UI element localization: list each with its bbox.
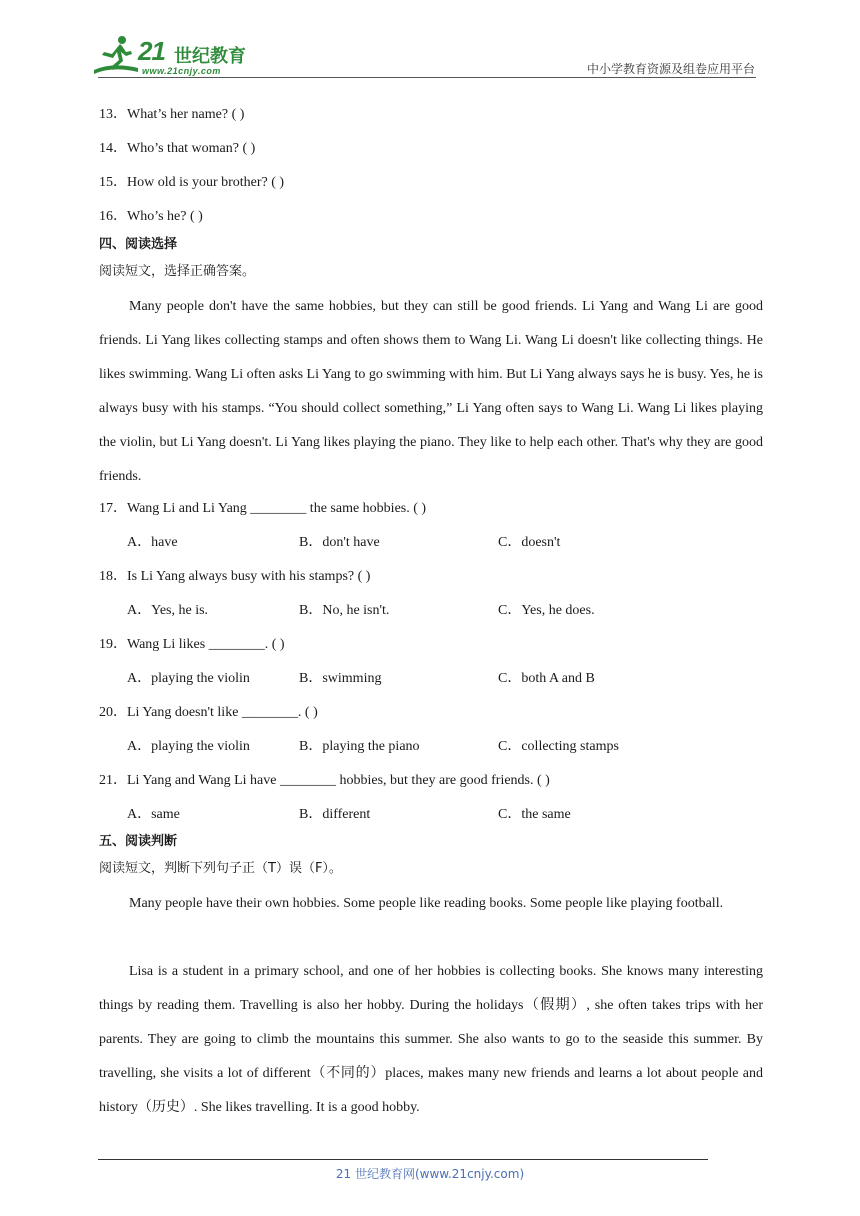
question-21: 21．Li Yang and Wang Li have ________ hobbies, but they are good friends. ( ) — [99, 773, 550, 788]
question-18: 18．Is Li Yang always busy with his stamps? ( ) — [99, 569, 371, 584]
question-15: 15．How old is your brother? ( ) — [99, 175, 285, 190]
q17-option-b: B．don't have — [299, 535, 380, 550]
question-14: 14．Who’s that woman? ( ) — [99, 141, 256, 156]
section-4-title: 四、阅读选择 — [99, 237, 178, 252]
section-5-passage-1: Many people have their own hobbies. Some people like reading books. Some people like playing football. — [129, 896, 724, 911]
q19-option-a: A．playing the violin — [127, 671, 250, 686]
section-5-passage-2: Lisa is a student in a primary school, and one of her hobbies is collecting books. She knows many interesting things by reading them. Travelling is also her hobby. During the holidays（假期）, she often takes trips with her parents. They are going to climb the mountains this summer. She also wants to go to the seaside this summer. By travelling, she visits a lot of different（不同的）places, makes many new friends and learns a lot about people and history（历史）. She likes travelling. It is a good hobby. — [99, 964, 763, 1115]
q21-option-c: C．the same — [498, 807, 571, 822]
q19-option-c: C．both A and B — [498, 671, 595, 686]
q18-option-b: B．No, he isn't. — [299, 603, 390, 618]
q21-option-b: B．different — [299, 807, 371, 822]
logo-number: 21 — [138, 36, 165, 66]
question-17: 17．Wang Li and Li Yang ________ the same hobbies. ( ) — [99, 501, 427, 516]
section-5-title: 五、阅读判断 — [99, 834, 178, 849]
question-16: 16．Who’s he? ( ) — [99, 209, 203, 224]
q20-option-c: C．collecting stamps — [498, 739, 619, 754]
section-4-instruction: 阅读短文，选择正确答案。 — [99, 264, 256, 279]
q18-option-c: C．Yes, he does. — [498, 603, 595, 618]
footer-divider — [98, 1159, 708, 1160]
q20-option-b: B．playing the piano — [299, 739, 420, 754]
q20-option-a: A．playing the violin — [127, 739, 250, 754]
footer-text: 21 世纪教育网(www.21cnjy.com) — [335, 1167, 525, 1181]
q17-option-c: C．doesn't — [498, 535, 561, 550]
logo-url: www.21cnjy.com — [142, 66, 221, 76]
logo-brand: 世纪教育 — [174, 46, 246, 67]
q19-option-b: B．swimming — [299, 671, 382, 686]
section-5-instruction: 阅读短文，判断下列句子正（T）误（F）。 — [99, 861, 342, 876]
page-header — [0, 0, 860, 80]
q18-option-a: A．Yes, he is. — [127, 603, 209, 618]
question-13: 13．What’s her name? ( ) — [99, 107, 245, 122]
site-logo — [92, 34, 262, 78]
question-19: 19．Wang Li likes ________. ( ) — [99, 637, 285, 652]
q21-option-a: A．same — [127, 807, 180, 822]
question-20: 20．Li Yang doesn't like ________. ( ) — [99, 705, 318, 720]
header-divider — [98, 77, 756, 78]
runner-logo-icon — [92, 34, 142, 78]
platform-name: 中小学教育资源及组卷应用平台 — [586, 62, 755, 76]
q17-option-a: A．have — [127, 535, 178, 550]
section-4-passage: Many people don't have the same hobbies, but they can still be good friends. Li Yang and Wang Li are good friends. Li Yang likes collecting stamps and often shows them to Wang Li. Wang Li doesn't like collecting things. He likes swimming. Wang Li often asks Li Yang to go swimming with him. But Li Yang always says he is busy. Yes, he is always busy with his stamps. “You should collect something,” Li Yang often says to Wang Li. Wang Li likes playing the violin, but Li Yang doesn't. Li Yang likes playing the piano. They like to help each other. That's why they are good friends. — [99, 299, 763, 484]
